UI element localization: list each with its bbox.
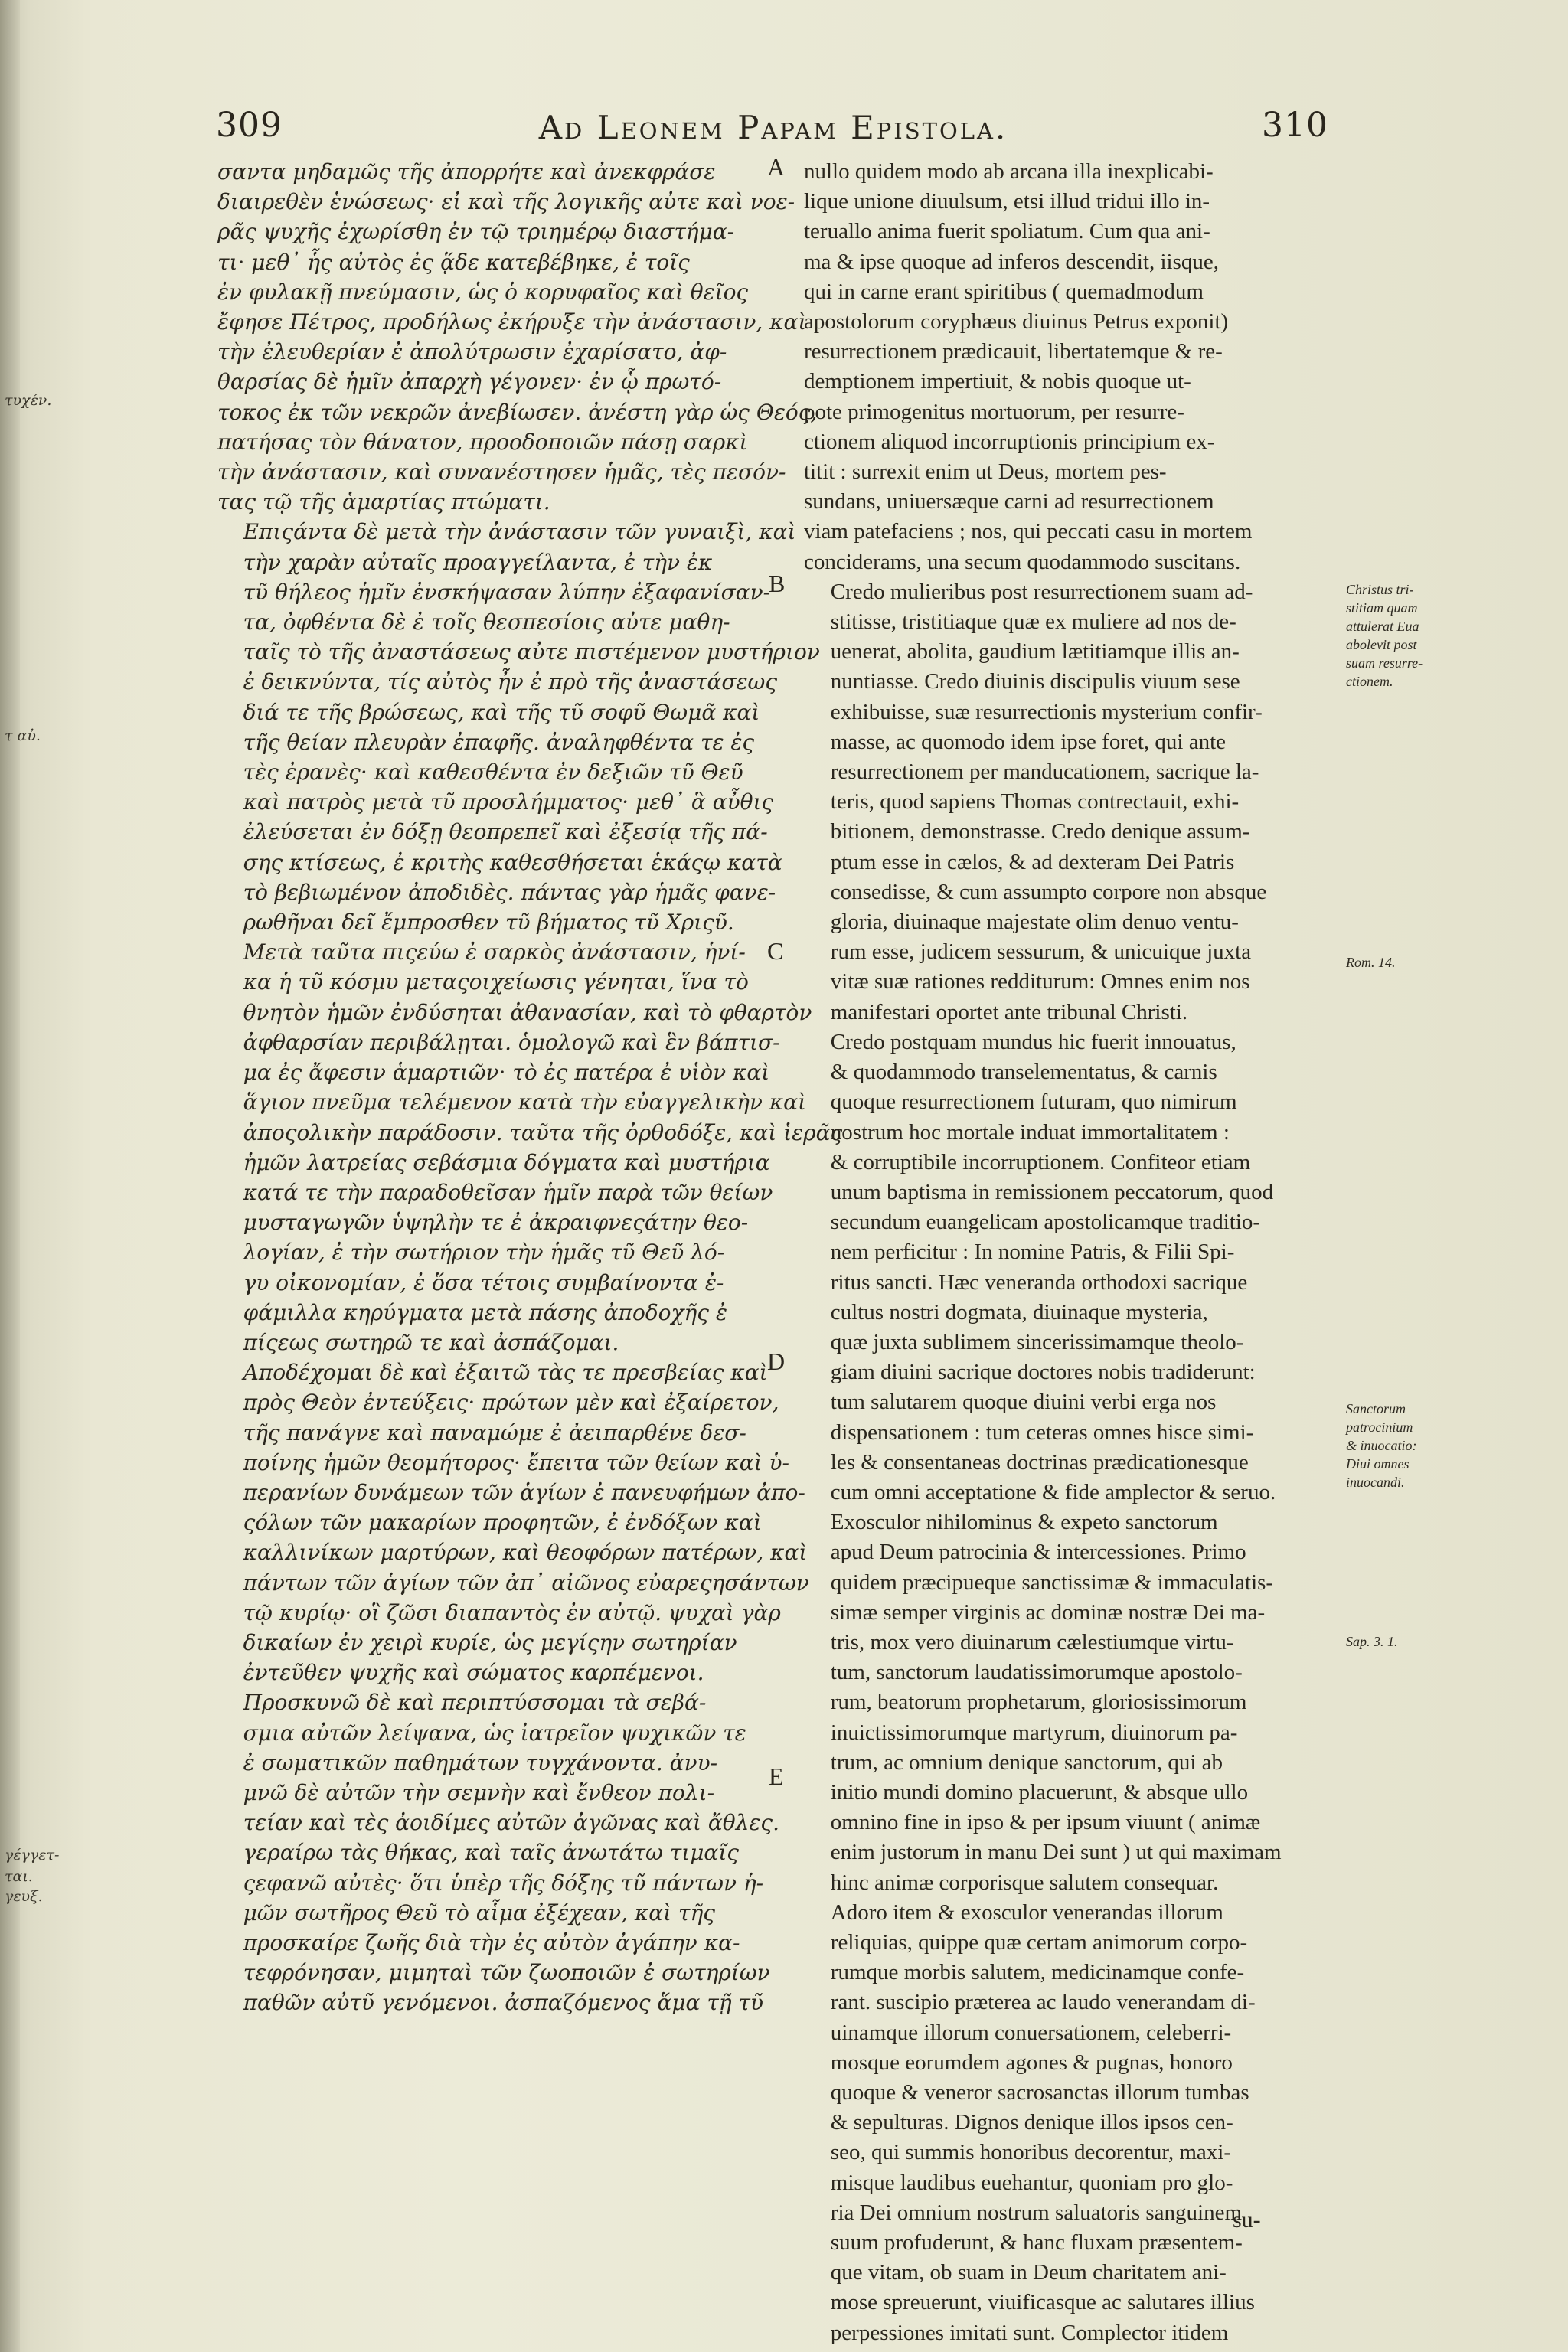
text-line: bitionem, demonstrasse. Credo denique assum- bbox=[830, 819, 1250, 844]
text-line: simæ semper virginis ac dominæ nostræ Dei ma- bbox=[830, 1599, 1266, 1625]
sidenote-line: Diui omnes bbox=[1346, 1456, 1410, 1472]
text-line: titit : surrexit enim ut Deus, mortem pes- bbox=[804, 459, 1167, 485]
text-line: quidem præcipueque sanctissimæ & immaculatis- bbox=[830, 1570, 1274, 1595]
text-line: cultus nostri dogmata, diuinaque mysteria, bbox=[830, 1299, 1208, 1325]
sidenote-line: Sap. 3. 1. bbox=[1346, 1634, 1398, 1649]
page-header bbox=[0, 106, 1568, 152]
text-line: nostrum hoc mortale induat immortalitatem : bbox=[830, 1119, 1230, 1145]
text-line: τὸ βεβιωμένον ἀποδιδὲς. πάντας γὰρ ἡμᾶς φανε- bbox=[243, 879, 776, 905]
paragraph bbox=[804, 577, 1338, 1027]
text-line: καλλινίκων μαρτύρων, καὶ θεοφόρων πατέρων, καὶ bbox=[243, 1540, 808, 1566]
text-line: rumque morbis salutem, medicinamque confe- bbox=[830, 1960, 1245, 1985]
text-line: stitisse, tristitiaque quæ ex muliere ad nos de- bbox=[830, 609, 1236, 635]
text-line: reliquias, quippe quæ certam animorum corpo- bbox=[830, 1929, 1248, 1955]
text-line: uenerat, abolita, gaudium lætitiamque illis an- bbox=[830, 639, 1240, 665]
text-line: Μετὰ ταῦτα πιςεύω ἐ σαρκὸς ἀνάστασιν, ἡνί- bbox=[243, 939, 746, 965]
text-line: διά τε τῆς βρώσεως, καὶ τῆς τῦ σοφῦ Θωμᾶ καὶ bbox=[243, 699, 760, 725]
text-line: tris, mox vero diuinarum cælestiumque virtu- bbox=[830, 1629, 1234, 1655]
sidenote-rom bbox=[1346, 953, 1461, 972]
paragraph bbox=[804, 1508, 1338, 1898]
text-line: γυ οἰκονομίαν, ἐ ὅσα τέτοις συμβαίνοντα ἐ- bbox=[243, 1269, 724, 1295]
text-line: τα, ὀφθέντα δὲ ἐ τοῖς θεσπεσίοις αὐτε μαθη- bbox=[243, 609, 730, 635]
sidenote-line: attulerat Eua bbox=[1346, 619, 1419, 634]
text-line: ἀποςολικὴν παράδοσιν. ταῦτα τῆς ὀρθοδόξε, καὶ ἱερᾶς bbox=[243, 1119, 843, 1145]
text-line: exhibuisse, suæ resurrectionis mysterium confir- bbox=[830, 699, 1263, 724]
text-line: μῶν σωτῆρος Θεῦ τὸ αἷμα ἐξέχεαν, καὶ τῆς bbox=[243, 1900, 715, 1926]
text-line: ποίνης ἡμῶν θεομήτορος· ἔπειτα τῶν θείων καὶ ὑ- bbox=[243, 1449, 790, 1475]
sidenote-sanctorum bbox=[1346, 1400, 1461, 1491]
text-line: quæ juxta sublimem sincerissimamque theolo- bbox=[830, 1329, 1244, 1354]
text-line: θαρσίας δὲ ἡμῖν ἀπαρχὴ γέγονεν· ἐν ᾧ πρωτό- bbox=[217, 369, 722, 395]
text-line: παθῶν αὐτῦ γενόμενοι. ἀσπαζόμενος ἅμα τῇ τῦ bbox=[243, 1990, 764, 2016]
text-line: apud Deum patrocinia & intercessiones. Primo bbox=[830, 1540, 1246, 1565]
sidenote-line: patrocinium bbox=[1346, 1419, 1413, 1435]
text-line: Επιςάντα δὲ μετὰ τὴν ἀνάστασιν τῶν γυναιξὶ, καὶ bbox=[243, 519, 796, 545]
paragraph bbox=[217, 937, 843, 1357]
page-number-right: 310 bbox=[1262, 106, 1328, 145]
text-line: & sepulturas. Dignos denique illos ipsos cen- bbox=[830, 2110, 1233, 2135]
text-line: nem perficitur : In nomine Patris, & Filii Spi- bbox=[830, 1240, 1235, 1265]
inner-margin-note: γέγγετ- bbox=[5, 1847, 60, 1864]
text-line: & corruptibile incorruptionem. Confiteor etiam bbox=[830, 1149, 1251, 1174]
text-line: rant. suscipio præterea ac laudo venerandam di- bbox=[830, 1990, 1256, 2015]
catchword: su- bbox=[1233, 2207, 1261, 2233]
text-line: ptum esse in cælos, & ad dexteram Dei Patris bbox=[830, 849, 1235, 874]
text-line: enim justorum in manu Dei sunt ) ut qui maximam bbox=[830, 1840, 1282, 1865]
text-line: τῷ κυρίῳ· οἳ ζῶσι διαπαντὸς ἐν αὐτῷ. ψυχαὶ γὰρ bbox=[243, 1599, 781, 1625]
text-line: ἐ δεικνύντα, τίς αὐτὸς ἦν ἐ πρὸ τῆς ἀναστάσεως bbox=[243, 669, 778, 695]
text-line: mosque eorumdem agones & pugnas, honoro bbox=[830, 2050, 1233, 2075]
text-line: ἐντεῦθεν ψυχῆς καὶ σώματος καρπέμενοι. bbox=[243, 1660, 704, 1686]
inner-margin-note: τ αὐ. bbox=[5, 727, 41, 744]
text-line: rum esse, judicem sessurum, & unicuique juxta bbox=[830, 939, 1252, 965]
text-line: giam diuini sacrique doctores nobis tradiderunt: bbox=[830, 1360, 1256, 1385]
text-line: demptionem impertiuit, & nobis quoque ut- bbox=[804, 369, 1191, 394]
text-line: περανίων δυνάμεων τῶν ἁγίων ἐ πανευφήμων ἀπο- bbox=[243, 1479, 805, 1505]
section-letter-d: D bbox=[767, 1348, 786, 1375]
text-line: resurrectionem per manducationem, sacrique la- bbox=[830, 760, 1259, 785]
text-line: τείαν καὶ τὲς ἀοιδίμες αὐτῶν ἀγῶνας καὶ ἄθλες. bbox=[243, 1810, 779, 1836]
text-line: τῦ θήλεος ἡμῖν ἐνσκήψασαν λύπην ἐξαφανίσαν- bbox=[243, 579, 771, 605]
text-line: ἐλεύσεται ἐν δόξῃ θεοπρεπεῖ καὶ ἐξεσίᾳ τῆς πά- bbox=[243, 819, 768, 845]
text-line: τῆς πανάγνε καὶ παναμώμε ἐ ἀειπαρθένε δεσ- bbox=[243, 1419, 746, 1446]
text-line: secundum euangelicam apostolicamque traditio- bbox=[830, 1210, 1261, 1235]
text-line: les & consentaneas doctrinas prædicationesque bbox=[830, 1449, 1249, 1475]
text-line: μνῶ δὲ αὐτῶν τὴν σεμνὴν καὶ ἔνθεον πολι- bbox=[243, 1779, 715, 1805]
text-line: gloria, diuinaque majestate olim denuo ventu- bbox=[830, 910, 1239, 935]
paragraph bbox=[217, 1357, 809, 1687]
text-line: ταῖς τὸ τῆς ἀναστάσεως αὐτε πιστέμενον μυστήριον bbox=[243, 639, 820, 665]
sidenote-line: stitiam quam bbox=[1346, 600, 1418, 616]
text-line: rum, beatorum prophetarum, gloriosissimorum bbox=[830, 1690, 1247, 1715]
latin-text-column bbox=[804, 157, 1338, 2348]
text-line: quoque & veneror sacrosanctas illorum tumbas bbox=[830, 2080, 1250, 2105]
text-line: viam patefaciens ; nos, qui peccati casu in mortem bbox=[804, 519, 1253, 544]
text-line: consedisse, & cum assumpto corpore non absque bbox=[830, 879, 1267, 904]
inner-margin-note: ται. bbox=[5, 1868, 33, 1885]
page-number-left: 309 bbox=[216, 106, 283, 145]
section-letter-b: B bbox=[769, 570, 786, 597]
text-line: τι· μεθ᾽ ἧς αὐτὸς ἐς ᾅδε κατεβέβηκε, ἐ τοῖς bbox=[217, 249, 690, 275]
paragraph bbox=[217, 157, 818, 517]
text-line: κα ἡ τῦ κόσμυ μεταςοιχείωσις γένηται, ἵνα τὸ bbox=[243, 969, 749, 995]
text-line: τὴν ἀνάστασιν, καὶ συνανέστησεν ἡμᾶς, τὲς πεσόν- bbox=[217, 459, 786, 485]
text-line: φάμιλλα κηρύγματα μετὰ πάσης ἀποδοχῆς ἐ bbox=[243, 1299, 727, 1325]
sidenote-sap bbox=[1346, 1632, 1461, 1651]
sidenote-line: suam resurre- bbox=[1346, 655, 1423, 671]
text-line: perpessiones imitati sunt. Complector itidem bbox=[830, 2320, 1229, 2345]
text-line: ςόλων τῶν μακαρίων προφητῶν, ἐ ἐνδόξων καὶ bbox=[243, 1510, 762, 1536]
text-line: ἔφησε Πέτρος, προδήλως ἐκήρυξε τὴν ἀνάστασιν, καὶ bbox=[217, 309, 807, 335]
text-line: sundans, uniuersæque carni ad resurrectionem bbox=[804, 489, 1214, 514]
sidenote-line: inuocandi. bbox=[1346, 1475, 1405, 1490]
text-line: teruallo anima fuerit spoliatum. Cum qua ani- bbox=[804, 219, 1210, 244]
text-line: θνητὸν ἡμῶν ἐνδύσηται ἀθανασίαν, καὶ τὸ φθαρτὸν bbox=[243, 999, 812, 1025]
text-line: τας τῷ τῆς ἁμαρτίας πτώματι. bbox=[217, 489, 550, 515]
running-title: Ad Leonem Papam Epistola. bbox=[538, 109, 1008, 146]
text-line: hinc animæ corporisque salutem consequar. bbox=[830, 1870, 1219, 1895]
text-line: lique unione diuulsum, etsi illud tridui illo in- bbox=[804, 189, 1210, 214]
text-line: τεφρόνησαν, μιμηταὶ τῶν ζωοποιῶν ἐ σωτηρίων bbox=[243, 1960, 770, 1986]
text-line: suum profuderunt, & hanc fluxam præsentem- bbox=[830, 2230, 1243, 2256]
text-line: teris, quod sapiens Thomas contrectauit, exhi- bbox=[830, 789, 1240, 815]
text-line: τὴν χαρὰν αὐταῖς προαγγείλαντα, ἐ τὴν ἐκ bbox=[243, 549, 713, 575]
text-line: τῆς θείαν πλευρὰν ἐπαφῆς. ἀναληφθέντα τε ἐς bbox=[243, 729, 755, 755]
text-line: seo, qui summis honoribus decorentur, maxi- bbox=[830, 2140, 1231, 2165]
text-line: σης κτίσεως, ἐ κριτὴς καθεσθήσεται ἑκάςῳ κατὰ bbox=[243, 849, 782, 875]
text-line: γεραίρω τὰς θήκας, καὶ ταῖς ἀνωτάτω τιμαῖς bbox=[243, 1840, 739, 1866]
sidenote-line: abolevit post bbox=[1346, 637, 1417, 652]
text-line: ςεφανῶ αὐτὲς· ὅτι ὑπὲρ τῆς δόξης τῦ πάντων ἡ- bbox=[243, 1870, 764, 1896]
inner-margin-note: τυχέν. bbox=[5, 392, 52, 409]
text-line: ρᾶς ψυχῆς ἐχωρίσθη ἐν τῷ τριημέρῳ διαστήμα- bbox=[217, 219, 735, 245]
text-line: Προσκυνῶ δὲ καὶ περιπτύσσομαι τὰ σεβά- bbox=[243, 1690, 707, 1716]
text-line: misque laudibus euehantur, quoniam pro glo- bbox=[830, 2170, 1233, 2195]
text-line: & quodammodo transelementatus, & carnis bbox=[830, 1060, 1217, 1085]
text-line: quoque resurrectionem futuram, quo nimirum bbox=[830, 1089, 1237, 1115]
text-line: ἀφθαρσίαν περιβάλῃται. ὁμολογῶ καὶ ἓν βάπτισ- bbox=[243, 1029, 780, 1055]
text-line: καὶ πατρὸς μετὰ τῦ προσλήμματος· μεθ᾽ ἃ αὖθις bbox=[243, 789, 774, 815]
text-line: manifestari oportet ante tribunal Christi. bbox=[830, 999, 1188, 1024]
text-line: conciderams, una secum quodammodo suscitans. bbox=[804, 549, 1241, 574]
sidenote-line: & inuocatio: bbox=[1346, 1438, 1417, 1453]
text-line: ritus sancti. Hæc veneranda orthodoxi sacrique bbox=[830, 1269, 1248, 1295]
text-line: cum omni acceptatione & fide amplector & seruo. bbox=[830, 1479, 1276, 1504]
text-line: ἐ σωματικῶν παθημάτων τυγχάνοντα. ἀνυ- bbox=[243, 1749, 718, 1775]
text-line: uinamque illorum conuersationem, celeberri- bbox=[830, 2020, 1232, 2045]
text-line: ἐν φυλακῇ πνεύμασιν, ὡς ὁ κορυφαῖος καὶ θεῖος bbox=[217, 279, 749, 305]
text-line: κατά τε τὴν παραδοθεῖσαν ἡμῖν παρὰ τῶν θείων bbox=[243, 1179, 773, 1205]
sidenote-line: Rom. 14. bbox=[1346, 955, 1396, 970]
text-line: ἡμῶν λατρείας σεβάσμια δόγματα καὶ μυστήρια bbox=[243, 1149, 770, 1175]
text-line: tum salutarem quoque diuini verbi erga nos bbox=[830, 1390, 1217, 1415]
text-line: λογίαν, ἐ τὴν σωτήριον τὴν ἡμᾶς τῦ Θεῦ λό- bbox=[243, 1240, 725, 1266]
text-line: omnino fine in ipso & per ipsum viuunt ( animæ bbox=[830, 1810, 1261, 1835]
paragraph bbox=[217, 517, 820, 937]
text-line: διαιρεθὲν ἑνώσεως· εἰ καὶ τῆς λογικῆς αὐτε καὶ νοε- bbox=[217, 189, 795, 215]
text-line: Exosculor nihilominus & expeto sanctorum bbox=[830, 1510, 1218, 1535]
text-line: μα ἐς ἄφεσιν ἁμαρτιῶν· τὸ ἐς πατέρα ἐ υἱὸν καὶ bbox=[243, 1060, 770, 1086]
inner-margin-note: γευξ. bbox=[5, 1888, 43, 1905]
text-line: τὲς ἐρανὲς· καὶ καθεσθέντα ἐν δεξιῶν τῦ Θεῦ bbox=[243, 760, 743, 786]
text-line: pote primogenitus mortuorum, per resurre- bbox=[804, 399, 1184, 424]
text-line: Adoro item & exosculor venerandas illorum bbox=[830, 1900, 1223, 1925]
paragraph bbox=[217, 1687, 779, 2017]
text-line: ἅγιον πνεῦμα τελέμενον κατὰ τὴν εὐαγγελικὴν καὶ bbox=[243, 1089, 807, 1116]
paragraph bbox=[804, 157, 1338, 577]
text-line: vitæ suæ rationes redditurum: Omnes enim nos bbox=[830, 969, 1250, 995]
sidenote-christus bbox=[1346, 580, 1461, 691]
text-line: apostolorum coryphæus diuinus Petrus exponit) bbox=[804, 309, 1229, 335]
text-line: σμια αὐτῶν λείψανα, ὡς ἰατρεῖον ψυχικῶν τε bbox=[243, 1720, 746, 1746]
sidenote-line: Sanctorum bbox=[1346, 1401, 1406, 1416]
sidenote-line: Christus tri- bbox=[1346, 582, 1414, 597]
sidenote-line: ctionem. bbox=[1346, 674, 1393, 689]
text-line: ria Dei omnium nostrum saluatoris sanguinem bbox=[830, 2200, 1243, 2225]
text-line: que vitam, ob suam in Deum charitatem ani- bbox=[830, 2260, 1227, 2285]
text-line: tum, sanctorum laudatissimorumque apostolo- bbox=[830, 1660, 1243, 1685]
text-line: Credo mulieribus post resurrectionem suam ad- bbox=[830, 579, 1253, 604]
section-letter-a: A bbox=[767, 153, 786, 181]
text-line: trum, ac omnium denique sanctorum, qui ab bbox=[830, 1749, 1223, 1775]
greek-text-column bbox=[217, 157, 843, 2018]
text-line: qui in carne erant spiritibus ( quemadmodum bbox=[804, 279, 1204, 304]
text-line: πάντων τῶν ἁγίων τῶν ἀπ᾽ αἰῶνος εὐαρεςησάντων bbox=[243, 1570, 809, 1596]
text-line: resurrectionem prædicauit, libertatemque & re- bbox=[804, 339, 1223, 364]
text-line: Αποδέχομαι δὲ καὶ ἐξαιτῶ τὰς τε πρεσβείας καὶ bbox=[243, 1360, 768, 1386]
text-line: τὴν ἐλευθερίαν ἐ ἀπολύτρωσιν ἐχαρίσατο, ἀφ- bbox=[217, 339, 727, 365]
text-line: πατήσας τὸν θάνατον, προοδοποιῶν πάσῃ σαρκὶ bbox=[217, 429, 748, 455]
text-line: initio mundi domino placuerunt, & absque ullo bbox=[830, 1779, 1249, 1805]
text-line: τοκος ἐκ τῶν νεκρῶν ἀνεβίωσεν. ἀνέστη γὰρ ὡς Θεός, bbox=[217, 399, 818, 425]
text-line: mose spreuerunt, viuificasque ac salutares illius bbox=[830, 2290, 1255, 2315]
section-letter-c: C bbox=[767, 937, 784, 965]
text-line: ma & ipse quoque ad inferos descendit, iisque, bbox=[804, 249, 1220, 274]
text-line: Credo postquam mundus hic fuerit innouatus, bbox=[830, 1029, 1236, 1054]
section-letter-e: E bbox=[769, 1762, 784, 1790]
gutter-fold bbox=[0, 0, 20, 2352]
text-line: nullo quidem modo ab arcana illa inexplicabi- bbox=[804, 159, 1214, 184]
text-line: inuictissimorumque martyrum, diuinorum pa- bbox=[830, 1720, 1238, 1745]
text-line: ctionem aliquod incorruptionis principium ex- bbox=[804, 429, 1215, 454]
paragraph bbox=[804, 1027, 1338, 1508]
text-line: σαντα μηδαμῶς τῆς ἀπορρήτε καὶ ἀνεκφράσε bbox=[217, 159, 716, 185]
text-line: masse, ac quomodo idem ipse foret, qui ante bbox=[830, 729, 1227, 754]
text-line: πρὸς Θεὸν ἐντεύξεις· πρώτων μὲν καὶ ἐξαίρετον, bbox=[243, 1390, 779, 1416]
paragraph bbox=[804, 1898, 1338, 2348]
text-line: unum baptisma in remissionem peccatorum, quod bbox=[830, 1179, 1274, 1204]
text-line: nuntiasse. Credo diuinis discipulis viuum sese bbox=[830, 669, 1240, 694]
text-line: μυσταγωγῶν ὑψηλὴν τε ἐ ἀκραιφνεςάτην θεο- bbox=[243, 1210, 749, 1236]
text-line: ρωθῆναι δεῖ ἔμπροσθεν τῦ βήματος τῦ Χριςῦ. bbox=[243, 910, 734, 936]
text-line: προσκαίρε ζωῆς διὰ τὴν ἐς αὐτὸν ἀγάπην κα- bbox=[243, 1929, 740, 1955]
text-line: dispensationem : tum ceteras omnes hisce simi- bbox=[830, 1419, 1254, 1445]
text-line: πίςεως σωτηρῶ τε καὶ ἀσπάζομαι. bbox=[243, 1329, 619, 1355]
text-line: δικαίων ἐν χειρὶ κυρίε, ὡς μεγίςην σωτηρίαν bbox=[243, 1629, 737, 1655]
